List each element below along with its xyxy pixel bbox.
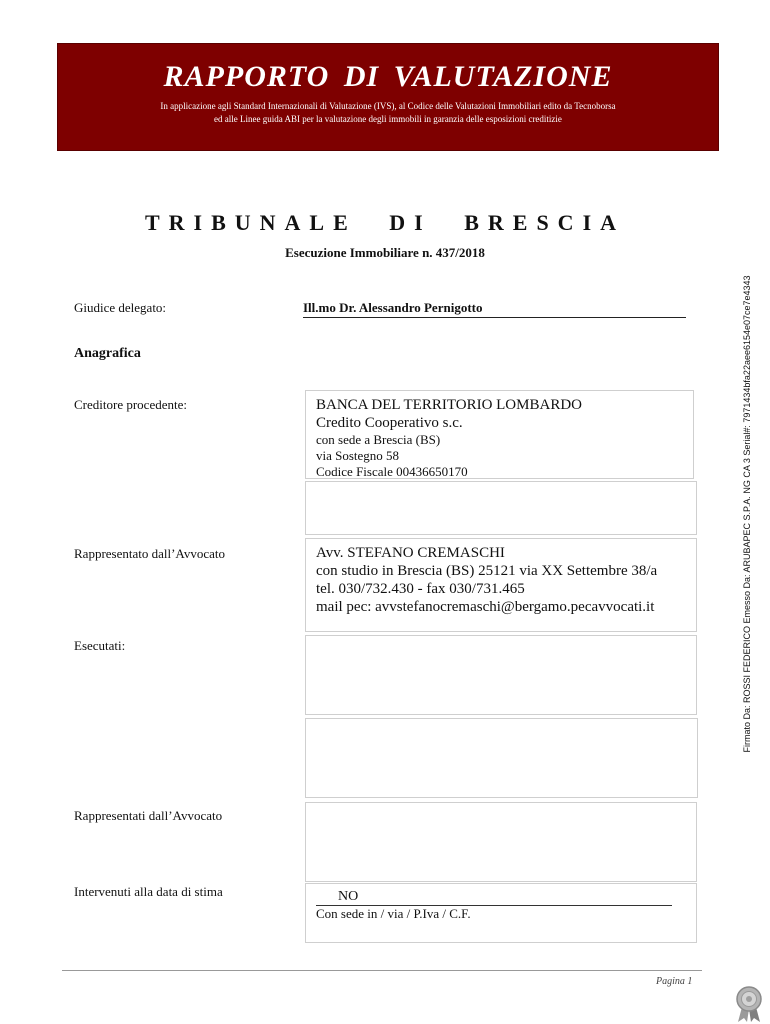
report-banner	[57, 43, 719, 151]
report-subtitle-line-1: In applicazione agli Standard Internazionali di Valutazione (IVS), al Codice delle Valutazioni Immobiliari edito da Tecnoborsa	[160, 101, 616, 111]
debtors-label: Esecutati:	[74, 638, 126, 653]
represented-box	[305, 802, 697, 882]
intervening-note: Con sede in / via / P.Iva / C.F.	[316, 906, 471, 921]
lawyer-phone: tel. 030/732.430 - fax 030/731.465	[316, 581, 525, 597]
certification-seal-icon	[732, 985, 766, 1023]
report-subtitle-line-2: ed alle Linee guida ABI per la valutazione degli immobili in garanzia delle esposizioni creditizie	[214, 114, 562, 124]
creditor-name: BANCA DEL TERRITORIO LOMBARDO	[316, 397, 582, 413]
represented-label: Rappresentati dall’Avvocato	[74, 808, 223, 823]
creditor-type: Credito Cooperativo s.c.	[316, 415, 463, 431]
debtors-box-1	[305, 635, 697, 715]
section-anagrafica: Anagrafica	[74, 346, 141, 361]
judge-value: Ill.mo Dr. Alessandro Pernigotto	[303, 300, 686, 318]
lawyer-pec: mail pec: avvstefanocremaschi@bergamo.pecavvocati.it	[316, 599, 655, 615]
report-subtitle	[58, 100, 718, 126]
report-title: RAPPORTO DI VALUTAZIONE	[163, 60, 613, 93]
creditor-street: via Sostegno 58	[316, 448, 400, 463]
judge-label: Giudice delegato:	[74, 300, 167, 315]
lawyer-box	[305, 538, 697, 632]
creditor-city: con sede a Brescia (BS)	[316, 432, 441, 447]
creditor-label: Creditore procedente:	[74, 397, 187, 412]
empty-box-1	[305, 481, 697, 535]
digital-signature-text: Firmato Da: ROSSI FEDERICO Emesso Da: ARUBAPEC S.P.A. NG CA 3 Serial#: 7971434bfa22aee6154e07ce7e4343	[742, 275, 752, 753]
debtors-box-2	[305, 718, 698, 798]
creditor-box	[305, 390, 694, 479]
execution-number: Esecuzione Immobiliare n. 437/2018	[285, 245, 485, 260]
intervening-label: Intervenuti alla data di stima	[74, 884, 223, 899]
creditor-fiscal-code: Codice Fiscale 00436650170	[316, 464, 468, 479]
lawyer-name: Avv. STEFANO CREMASCHI	[316, 545, 505, 561]
court-heading: TRIBUNALE DI BRESCIA	[144, 210, 626, 235]
lawyer-address: con studio in Brescia (BS) 25121 via XX Settembre 38/a	[316, 563, 658, 579]
lawyer-label: Rappresentato dall’Avvocato	[74, 546, 226, 561]
footer-divider	[62, 970, 702, 971]
page-number: Pagina 1	[656, 976, 693, 987]
intervening-value: NO	[316, 889, 672, 906]
